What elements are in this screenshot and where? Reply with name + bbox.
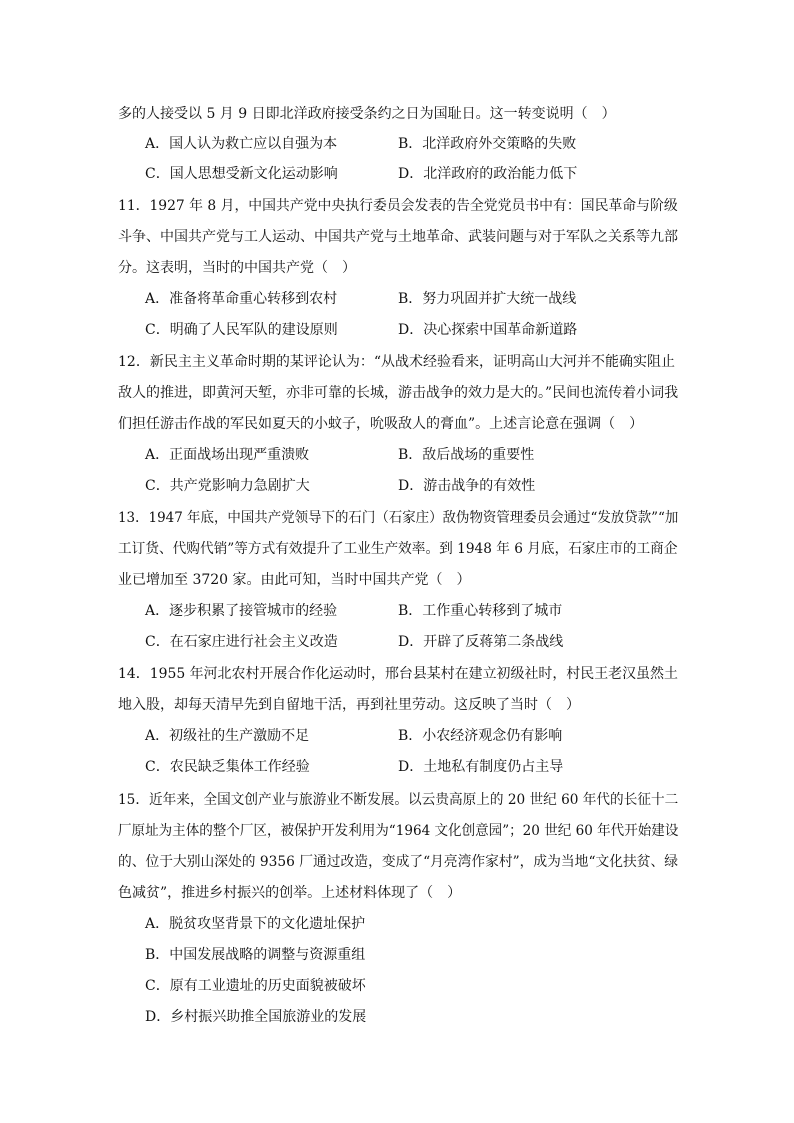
q12-stem-line-2: 敌人的推进，即黄河天堑，亦非可靠的长城，游击战争的效力是大的。”民间也流传着小词我 <box>118 385 679 401</box>
q15-option-c[interactable]: C．原有工业遗址的历史面貌被破坏 <box>145 978 366 994</box>
q14-stem-line-1: 14．1955 年河北农村开展合作化运动时，邢台县某村在建立初级社时，村民王老汉虽然土 <box>118 666 678 682</box>
q15-option-a[interactable]: A．脱贫攻坚背景下的文化遗址保护 <box>145 916 366 932</box>
q10-option-c[interactable]: C．国人思想受新文化运动影响 <box>145 166 338 182</box>
q11-option-a[interactable]: A．准备将革命重心转移到农村 <box>145 291 338 307</box>
q11-option-b[interactable]: B．努力巩固并扩大统一战线 <box>398 291 577 307</box>
q13-stem-line-1: 13．1947 年底，中国共产党领导下的石门（石家庄）敌伪物资管理委员会通过“发放贷款”“加 <box>118 510 679 526</box>
q14-option-d[interactable]: D．土地私有制度仍占主导 <box>398 759 564 775</box>
q13-option-b[interactable]: B．工作重心转移到了城市 <box>398 603 563 619</box>
q12-stem-line-3: 们担任游击作战的军民如夏天的小蚊子，吮吸敌人的膏血”。上述言论意在强调（ ） <box>118 416 644 432</box>
q11-option-d[interactable]: D．决心探索中国革命新道路 <box>398 322 578 338</box>
q15-stem-line-2: 厂原址为主体的整个厂区，被保护开发利用为“1964 文化创意园”；20 世纪 60 年代开始建设 <box>118 823 679 839</box>
q15-option-d[interactable]: D．乡村振兴助推全国旅游业的发展 <box>145 1009 367 1025</box>
q13-option-c[interactable]: C．在石家庄进行社会主义改造 <box>145 634 338 650</box>
q15-stem-line-4: 色减贫”，推进乡村振兴的创举。上述材料体现了（ ） <box>118 885 462 901</box>
q13-option-a[interactable]: A．逐步积累了接管城市的经验 <box>145 603 338 619</box>
q13-option-d[interactable]: D．开辟了反蒋第二条战线 <box>398 634 564 650</box>
q13-stem-line-3: 业已增加至 3720 家。由此可知，当时中国共产党（ ） <box>118 572 471 588</box>
q12-option-d[interactable]: D．游击战争的有效性 <box>398 478 536 494</box>
q10-stem-line-1: 多的人接受以 5 月 9 日即北洋政府接受条约之日为国耻日。这一转变说明（ ） <box>118 106 616 122</box>
q14-option-c[interactable]: C．农民缺乏集体工作经验 <box>145 759 310 775</box>
q11-option-c[interactable]: C．明确了人民军队的建设原则 <box>145 322 338 338</box>
q11-stem-line-3: 分。这表明，当时的中国共产党（ ） <box>118 260 356 276</box>
q14-option-b[interactable]: B．小农经济观念仍有影响 <box>398 728 563 744</box>
q14-option-a[interactable]: A．初级社的生产激励不足 <box>145 728 310 744</box>
q10-option-d[interactable]: D．北洋政府的政治能力低下 <box>398 166 578 182</box>
q12-option-b[interactable]: B．敌后战场的重要性 <box>398 447 535 463</box>
q15-stem-line-1: 15．近年来，全国文创产业与旅游业不断发展。以云贵高原上的 20 世纪 60 年代的长征十二 <box>118 792 679 808</box>
q14-stem-line-2: 地入股，却每天清早先到自留地干活，再到社里劳动。这反映了当时（ ） <box>118 697 580 713</box>
q11-stem-line-1: 11．1927 年 8 月，中国共产党中央执行委员会发表的告全党党员书中有：国民革命与阶级 <box>118 198 678 214</box>
q15-stem-line-3: 的、位于大别山深处的 9356 厂通过改造，变成了“月亮湾作家村”，成为当地“文化扶贫、绿 <box>118 854 678 870</box>
q13-stem-line-2: 工订货、代购代销”等方式有效提升了工业生产效率。到 1948 年 6 月底，石家庄市的工商企 <box>118 541 678 557</box>
q12-option-c[interactable]: C．共产党影响力急剧扩大 <box>145 478 310 494</box>
q11-stem-line-2: 斗争、中国共产党与工人运动、中国共产党与土地革命、武装问题与对于军队之关系等九部 <box>118 229 678 245</box>
q15-option-b[interactable]: B．中国发展战略的调整与资源重组 <box>145 947 366 963</box>
q10-option-b[interactable]: B．北洋政府外交策略的失败 <box>398 136 577 152</box>
q10-option-a[interactable]: A．国人认为救亡应以自强为本 <box>145 136 338 152</box>
q12-stem-line-1: 12．新民主主义革命时期的某评论认为：“从战术经验看来，证明高山大河并不能确实阻止 <box>118 354 675 370</box>
q12-option-a[interactable]: A．正面战场出现严重溃败 <box>145 447 310 463</box>
